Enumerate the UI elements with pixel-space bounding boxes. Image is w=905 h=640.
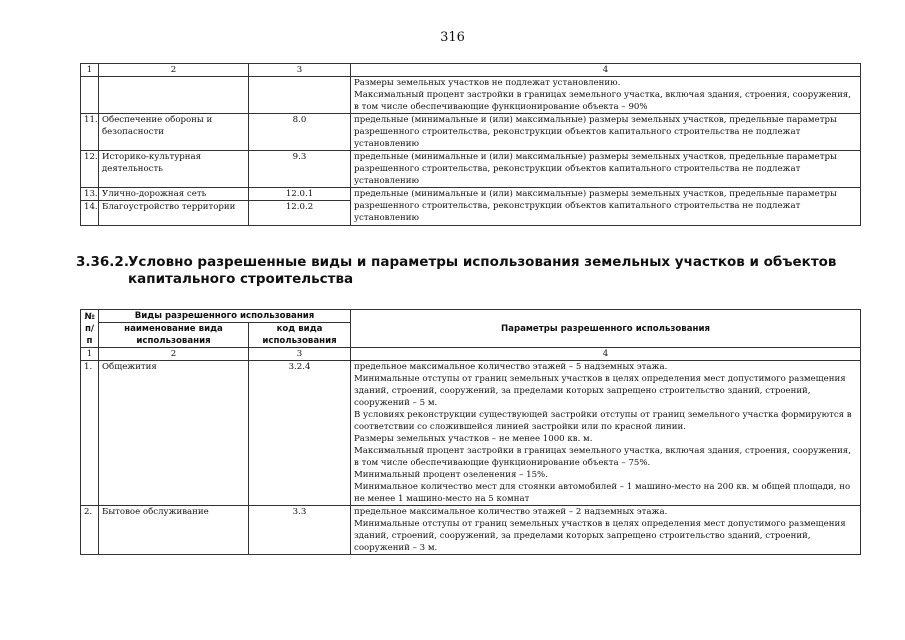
- table-conditional-uses: [80, 309, 861, 555]
- use-name-cell: Общежития: [99, 361, 249, 506]
- params-cell: предельные (минимальные и (или) максимальные) размеры земельных участков, предельные параметры разрешенного строительства, реконструкции объектов капитального строительства не подлежат установлению: [351, 151, 861, 188]
- column-number: 3: [249, 348, 351, 361]
- column-number: 2: [99, 64, 249, 77]
- header-row: [81, 310, 861, 323]
- column-number-row: [81, 348, 861, 361]
- use-code-cell: 3.3: [249, 506, 351, 555]
- use-name-cell: Обеспечение обороны и безопасности: [99, 114, 249, 151]
- header-params: Параметры разрешенного использования: [351, 310, 861, 348]
- params-cell: предельное максимальное количество этажей – 5 надземных этажа. Минимальные отступы от границ земельных участков в целях определения мест допустимого размещения зданий, строений, сооружений, за пределами которых запрещено строительство зданий, строений, сооружений – 5 м. В условиях реконструкции существующей застройки отступы от границ земельного участка формируются в соответствии со сложившейся линией застройки или по красной линии. Размеры земельных участков – не менее 1000 кв. м. Максимальный процент застройки в границах земельного участка, включая здания, строения, сооружения, в том числе обеспечивающие функционирование объекта – 75%. Минимальный процент озеленения – 15%. Минимальное количество мест для стоянки автомобилей – 1 машино-место на 200 кв. м общей площади, но не менее 1 машино-место на 5 комнат: [351, 361, 861, 506]
- params-cell: Размеры земельных участков не подлежат установлению. Максимальный процент застройки в границах земельного участка, включая здания, строения, сооружения, в том числе обеспечивающие функционирование объекта – 90%: [351, 77, 861, 114]
- row-number-cell: 2.: [81, 506, 99, 555]
- row-number-cell: 14.: [81, 201, 99, 226]
- table-row: [81, 188, 861, 201]
- row-number-cell: [81, 77, 99, 114]
- use-code-cell: [249, 77, 351, 114]
- table-row: [81, 151, 861, 188]
- use-code-cell: 3.2.4: [249, 361, 351, 506]
- column-number: 1: [81, 64, 99, 77]
- page-number: 316: [440, 30, 465, 45]
- header-code: код вида использования: [249, 323, 351, 348]
- table-row: [81, 114, 861, 151]
- use-code-cell: 8.0: [249, 114, 351, 151]
- header-name: наименование вида использования: [99, 323, 249, 348]
- use-name-cell: Улично-дорожная сеть: [99, 188, 249, 201]
- use-name-cell: Благоустройство территории: [99, 201, 249, 226]
- use-name-cell: [99, 77, 249, 114]
- use-name-cell: Историко-культурная деятельность: [99, 151, 249, 188]
- use-code-cell: 12.0.2: [249, 201, 351, 226]
- column-number: 4: [351, 64, 861, 77]
- header-number: № п/п: [81, 310, 99, 348]
- column-number: 2: [99, 348, 249, 361]
- row-number-cell: 12.: [81, 151, 99, 188]
- column-number-row: [81, 64, 861, 77]
- table-continued: [80, 63, 861, 226]
- params-cell: предельные (минимальные и (или) максимальные) размеры земельных участков, предельные параметры разрешенного строительства, реконструкции объектов капитального строительства не подлежат установлению: [351, 188, 861, 226]
- table-row: [81, 361, 861, 506]
- section-title: Условно разрешенные виды и параметры использования земельных участков и объектов капитального строительства: [128, 254, 837, 287]
- column-number: 3: [249, 64, 351, 77]
- params-cell: предельные (минимальные и (или) максимальные) размеры земельных участков, предельные параметры разрешенного строительства, реконструкции объектов капитального строительства не подлежат установлению: [351, 114, 861, 151]
- row-number-cell: 1.: [81, 361, 99, 506]
- row-number-cell: 11.: [81, 114, 99, 151]
- use-code-cell: 9.3: [249, 151, 351, 188]
- params-cell: предельное максимальное количество этажей – 2 надземных этажа. Минимальные отступы от границ земельных участков в целях определения мест допустимого размещения зданий, строений, сооружений, за пределами которых запрещено строительство зданий, строений, сооружений – 3 м.: [351, 506, 861, 555]
- table-row: [81, 77, 861, 114]
- use-code-cell: 12.0.1: [249, 188, 351, 201]
- row-number-cell: 13.: [81, 188, 99, 201]
- column-number: 4: [351, 348, 861, 361]
- use-name-cell: Бытовое обслуживание: [99, 506, 249, 555]
- table-row: [81, 506, 861, 555]
- header-group: Виды разрешенного использования: [99, 310, 351, 323]
- column-number: 1: [81, 348, 99, 361]
- section-number: 3.36.2.: [76, 254, 129, 270]
